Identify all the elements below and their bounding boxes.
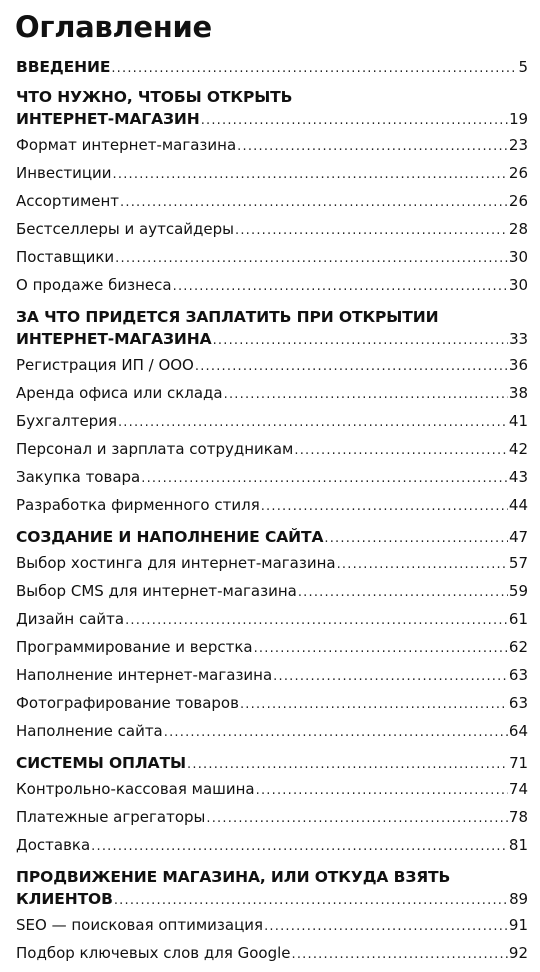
dot-leader (91, 833, 508, 860)
toc-entry-row (16, 328, 528, 352)
dot-leader (164, 719, 508, 746)
toc-entry-row (16, 436, 528, 464)
toc-page-number: 26 (508, 192, 528, 210)
toc-entry-title: Поставщики (16, 248, 115, 266)
toc-entry-row (16, 380, 528, 408)
toc-page-number: 89 (509, 890, 528, 908)
toc-subsection-entry[interactable] (16, 776, 528, 804)
dot-leader (256, 777, 508, 804)
toc-subsection-entry[interactable] (16, 578, 528, 606)
toc-page-number: 47 (509, 528, 528, 546)
toc-entry-title: Закупка товара (16, 468, 141, 486)
toc-page-number: 26 (508, 164, 528, 182)
toc-entry-title: О продаже бизнеса (16, 276, 172, 294)
dot-leader (141, 465, 508, 492)
toc-entry-title: Аренда офиса или склада (16, 384, 223, 402)
toc-entry-row (16, 832, 528, 860)
toc-entry-row (16, 940, 528, 968)
toc-page-number: 30 (508, 276, 528, 294)
toc-entry-title: ИНТЕРНЕТ-МАГАЗИН (16, 110, 200, 128)
toc-entry-title-line: ПРОДВИЖЕНИЕ МАГАЗИНА, ИЛИ ОТКУДА ВЗЯТЬ (16, 868, 451, 886)
dot-leader (201, 109, 508, 132)
toc-entry-row (16, 888, 528, 912)
toc-entry-title: Бухгалтерия (16, 412, 117, 430)
toc-entry-row (16, 550, 528, 578)
toc-entry-row (16, 464, 528, 492)
toc-page-number: 42 (508, 440, 528, 458)
toc-page-number: 63 (508, 694, 528, 712)
toc-subsection-entry[interactable] (16, 804, 528, 832)
toc-page-number: 23 (508, 136, 528, 154)
dot-leader (213, 329, 509, 352)
toc-entry-row (16, 718, 528, 746)
toc-subsection-entry[interactable] (16, 160, 528, 188)
toc-entry-title-line: ЧТО НУЖНО, ЧТОБЫ ОТКРЫТЬ (16, 88, 293, 106)
toc-entry-row (16, 912, 528, 940)
toc-entry-title: Наполнение сайта (16, 722, 163, 740)
toc-page-number: 62 (508, 638, 528, 656)
toc-page-number: 33 (509, 330, 528, 348)
toc-page-number: 74 (508, 780, 528, 798)
toc-entry-title: ИНТЕРНЕТ-МАГАЗИНА (16, 330, 212, 348)
toc-page-number: 91 (508, 916, 528, 934)
table-of-contents (16, 56, 528, 968)
toc-entry-row (16, 160, 528, 188)
toc-section-entry[interactable] (16, 866, 528, 912)
toc-subsection-entry[interactable] (16, 408, 528, 436)
dot-leader (195, 353, 508, 380)
dot-leader (298, 579, 508, 606)
toc-subsection-entry[interactable] (16, 464, 528, 492)
dot-leader (115, 245, 508, 272)
toc-subsection-entry[interactable] (16, 492, 528, 520)
dot-leader (294, 437, 508, 464)
dot-leader (324, 527, 508, 550)
toc-entry-title: Формат интернет-магазина (16, 136, 237, 154)
toc-section-entry[interactable] (16, 56, 528, 80)
toc-entry-title: СИСТЕМЫ ОПЛАТЫ (16, 754, 187, 772)
toc-entry-title: ВВЕДЕНИЕ (16, 58, 111, 76)
toc-page-number: 28 (508, 220, 528, 238)
toc-entry-row (16, 132, 528, 160)
toc-subsection-entry[interactable] (16, 832, 528, 860)
toc-entry-row (16, 606, 528, 634)
dot-leader (125, 607, 508, 634)
toc-entry-row (16, 634, 528, 662)
toc-entry-title: Программирование и верстка (16, 638, 253, 656)
dot-leader (273, 663, 508, 690)
toc-entry-row (16, 690, 528, 718)
toc-entry-row (16, 662, 528, 690)
toc-subsection-entry[interactable] (16, 188, 528, 216)
toc-subsection-entry[interactable] (16, 216, 528, 244)
toc-entry-row (16, 352, 528, 380)
page-title: Оглавление (15, 10, 212, 44)
toc-entry-title: Персонал и зарплата сотрудникам (16, 440, 294, 458)
toc-subsection-entry[interactable] (16, 606, 528, 634)
toc-entry-title: Фотографирование товаров (16, 694, 239, 712)
dot-leader (240, 691, 508, 718)
dot-leader (187, 753, 508, 776)
dot-leader (114, 889, 508, 912)
dot-leader (111, 57, 517, 80)
dot-leader (118, 409, 508, 436)
toc-entry-row (16, 272, 528, 300)
toc-entry-title: Контрольно-кассовая машина (16, 780, 255, 798)
toc-subsection-entry[interactable] (16, 662, 528, 690)
toc-subsection-entry[interactable] (16, 132, 528, 160)
toc-page-number: 43 (508, 468, 528, 486)
toc-page-number: 44 (508, 496, 528, 514)
toc-entry-title: Ассортимент (16, 192, 120, 210)
toc-entry-title: Инвестиции (16, 164, 112, 182)
toc-entry-title: Разработка фирменного стиля (16, 496, 260, 514)
dot-leader (261, 493, 508, 520)
dot-leader (206, 805, 508, 832)
toc-entry-row (16, 804, 528, 832)
toc-entry-title: Регистрация ИП / ООО (16, 356, 194, 374)
toc-subsection-entry[interactable] (16, 436, 528, 464)
toc-section-entry[interactable] (16, 86, 528, 132)
toc-section-entry[interactable] (16, 526, 528, 550)
toc-entry-row (16, 526, 528, 550)
toc-subsection-entry[interactable] (16, 380, 528, 408)
toc-subsection-entry[interactable] (16, 718, 528, 746)
toc-entry-row (16, 776, 528, 804)
dot-leader (235, 217, 508, 244)
toc-entry-row (16, 578, 528, 606)
dot-leader (120, 189, 508, 216)
toc-entry-row (16, 244, 528, 272)
toc-subsection-entry[interactable] (16, 352, 528, 380)
toc-page-number: 92 (508, 944, 528, 962)
dot-leader (237, 133, 508, 160)
toc-page-number: 81 (508, 836, 528, 854)
dot-leader (173, 273, 508, 300)
toc-entry-row (16, 408, 528, 436)
toc-page-number: 71 (509, 754, 528, 772)
dot-leader (113, 161, 508, 188)
toc-subsection-entry[interactable] (16, 550, 528, 578)
toc-entry-title-line: ЗА ЧТО ПРИДЕТСЯ ЗАПЛАТИТЬ ПРИ ОТКРЫТИИ (16, 308, 439, 326)
toc-entry-title: Выбор хостинга для интернет-магазина (16, 554, 336, 572)
toc-entry-row (16, 108, 528, 132)
toc-entry-title: Бестселлеры и аутсайдеры (16, 220, 234, 238)
toc-page-number: 64 (508, 722, 528, 740)
toc-entry-title: СОЗДАНИЕ И НАПОЛНЕНИЕ САЙТА (16, 528, 324, 546)
toc-section-entry[interactable] (16, 306, 528, 352)
toc-entry-row (16, 752, 528, 776)
toc-page-number: 59 (508, 582, 528, 600)
toc-page-number: 36 (508, 356, 528, 374)
toc-entry-title: Платежные агрегаторы (16, 808, 206, 826)
toc-subsection-entry[interactable] (16, 272, 528, 300)
toc-subsection-entry[interactable] (16, 244, 528, 272)
toc-entry-title: Подбор ключевых слов для Google (16, 944, 291, 962)
toc-entry-title: Дизайн сайта (16, 610, 125, 628)
toc-page-number: 38 (508, 384, 528, 402)
dot-leader (224, 381, 508, 408)
dot-leader (264, 913, 508, 940)
toc-page-number: 41 (508, 412, 528, 430)
toc-entry-title: Выбор CMS для интернет-магазина (16, 582, 297, 600)
toc-page-number: 5 (518, 58, 528, 76)
toc-entry-title: КЛИЕНТОВ (16, 890, 113, 908)
toc-section-entry[interactable] (16, 752, 528, 776)
toc-entry-row (16, 188, 528, 216)
toc-entry-title: SEO — поисковая оптимизация (16, 916, 264, 934)
toc-page-number: 57 (508, 554, 528, 572)
toc-subsection-entry[interactable] (16, 690, 528, 718)
toc-subsection-entry[interactable] (16, 940, 528, 968)
toc-entry-row (16, 492, 528, 520)
toc-entry-row (16, 56, 528, 80)
toc-subsection-entry[interactable] (16, 912, 528, 940)
toc-page-number: 63 (508, 666, 528, 684)
toc-entry-title: Доставка (16, 836, 91, 854)
toc-page-number: 78 (508, 808, 528, 826)
dot-leader (292, 941, 508, 968)
toc-entry-row (16, 216, 528, 244)
toc-entry-title: Наполнение интернет-магазина (16, 666, 273, 684)
toc-subsection-entry[interactable] (16, 634, 528, 662)
toc-page-number: 30 (508, 248, 528, 266)
dot-leader (337, 551, 508, 578)
dot-leader (254, 635, 508, 662)
toc-page-number: 61 (508, 610, 528, 628)
toc-page-number: 19 (509, 110, 528, 128)
